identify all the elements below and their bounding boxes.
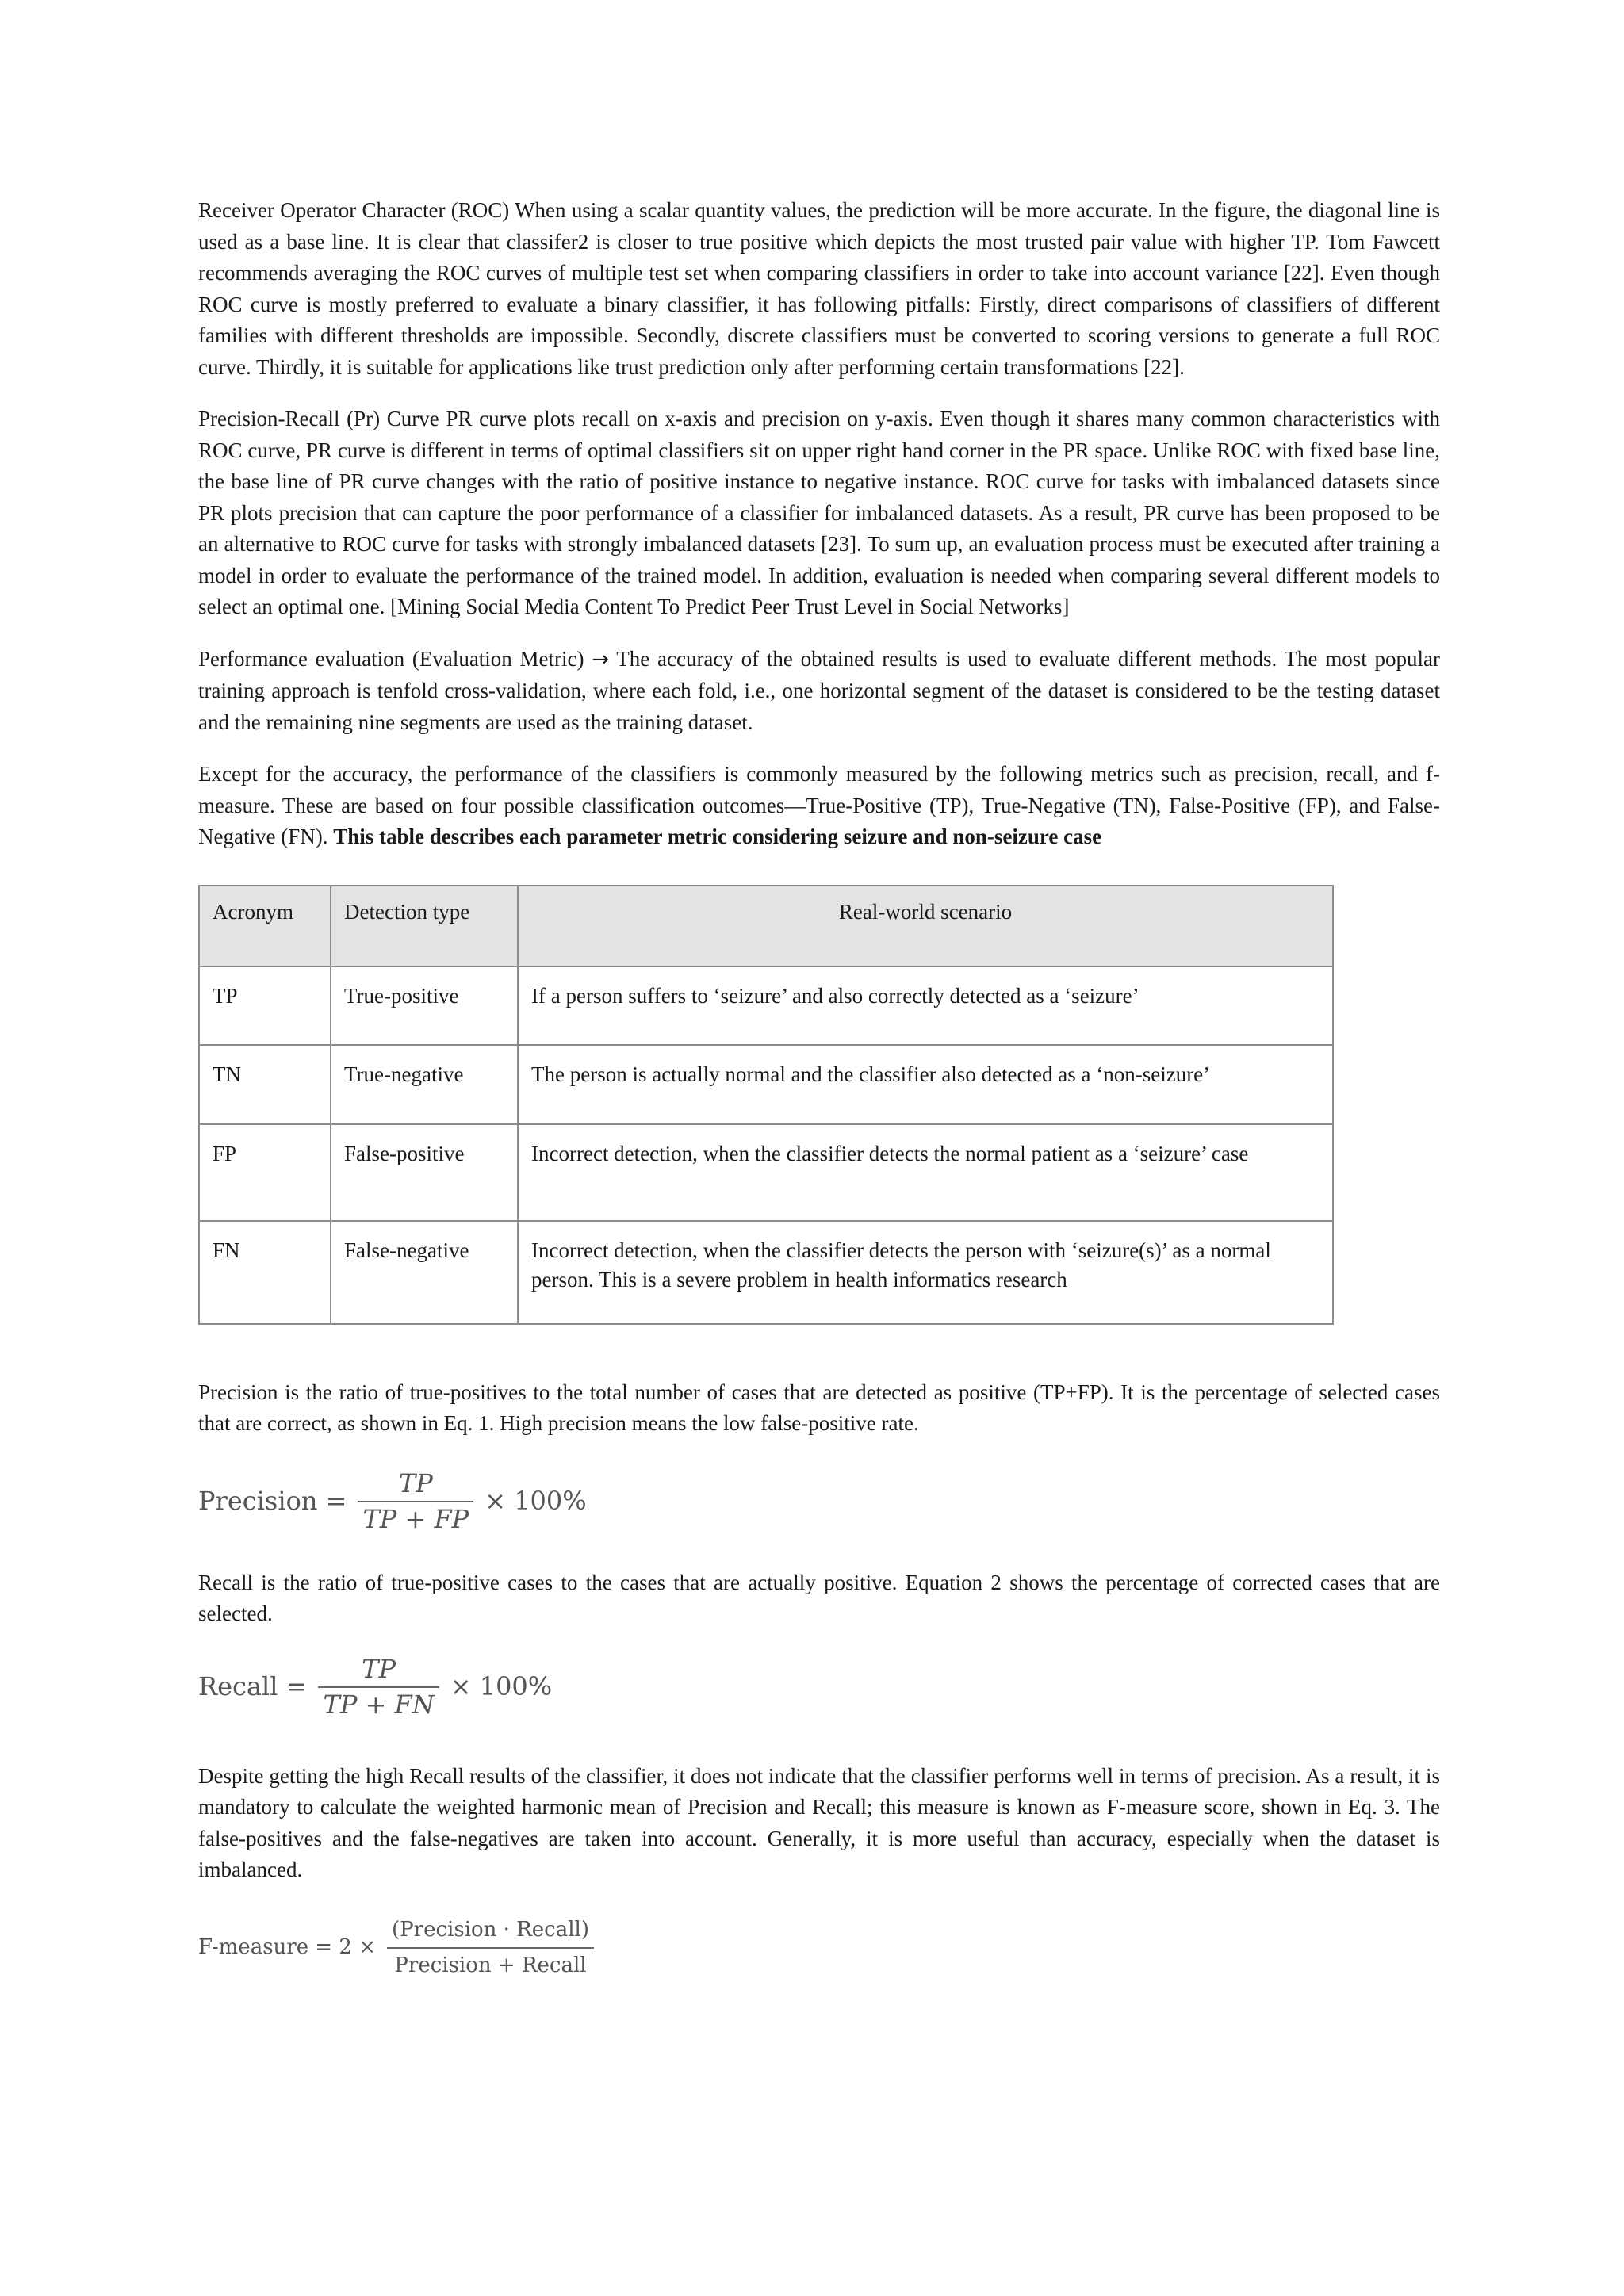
recall-numerator: TP xyxy=(362,1653,396,1684)
recall-formula xyxy=(198,1654,1440,1721)
f-measure-fraction xyxy=(387,1915,594,1982)
cell-scenario: The person is actually normal and the classifier also detected as a ‘non-seizure’ xyxy=(518,1045,1333,1124)
precision-denominator: TP + FP xyxy=(362,1504,469,1534)
cell-acronym: TP xyxy=(199,966,331,1045)
table-row xyxy=(199,966,1333,1045)
arrow-right-icon: → xyxy=(592,647,610,672)
metrics-table xyxy=(198,885,1334,1325)
pr-curve-paragraph: Precision-Recall (Pr) Curve PR curve plots recall on x-axis and precision on y-axis. Even though it shares many common characteristics with ROC curve, PR curve is different in terms of optimal classifiers sit on upper right hand corner in the PR space. Unlike ROC with fixed base line, the base line of PR curve changes with the ratio of positive instance to negative instance. ROC curve for tasks with imbalanced datasets since PR plots precision that can capture the poor performance of a classifier for imbalanced datasets. As a result, PR curve has been proposed to be an alternative to ROC curve for tasks with strongly imbalanced datasets [23]. To sum up, an evaluation process must be executed after training a model in order to evaluate the performance of the trained model. In addition, evaluation is needed when comparing several different models to select an optimal one. [Mining Social Media Content To Predict Peer Trust Level in Social Networks] xyxy=(198,407,1440,618)
document-page xyxy=(198,195,1440,1982)
header-real-world-scenario: Real-world scenario xyxy=(518,886,1333,966)
precision-formula-rhs: × 100% xyxy=(485,1486,587,1517)
cell-scenario: Incorrect detection, when the classifier detects the normal patient as a ‘seizure’ case xyxy=(518,1124,1333,1221)
roc-paragraph: Receiver Operator Character (ROC) When using a scalar quantity values, the prediction will be more accurate. In the figure, the diagonal line is used as a base line. It is clear that classifer2 is closer to true positive which depicts the most trusted pair value with higher TP. Tom Fawcett recommends averaging the ROC curves of multiple test set when comparing classifiers in order to take into account variance [22]. Even though ROC curve is mostly preferred to evaluate a binary classifier, it has following pitfalls: Firstly, direct comparisons of classifiers of different families with different thresholds are impossible. Secondly, discrete classifiers must be converted to scoring versions to generate a full ROC curve. Thirdly, it is suitable for applications like trust prediction only after performing certain transformations [22]. xyxy=(198,198,1440,379)
f-measure-numerator: (Precision · Recall) xyxy=(392,1917,589,1942)
cell-detection-type: False-positive xyxy=(331,1124,518,1221)
precision-fraction xyxy=(358,1468,473,1536)
fraction-bar xyxy=(318,1686,439,1688)
fraction-bar xyxy=(387,1947,594,1949)
table-row xyxy=(199,1221,1333,1324)
precision-numerator: TP xyxy=(398,1468,433,1498)
recall-formula-rhs: × 100% xyxy=(450,1671,553,1702)
performance-evaluation-lead: Performance evaluation (Evaluation Metric) xyxy=(198,646,584,671)
table-caption: This table describes each parameter metric considering seizure and non-seizure case xyxy=(333,825,1102,848)
cell-detection-type: False-negative xyxy=(331,1221,518,1324)
recall-formula-lhs: Recall = xyxy=(198,1671,308,1702)
metrics-intro-paragraph xyxy=(198,759,1440,853)
cell-scenario: Incorrect detection, when the classifier detects the person with ‘seizure(s)’ as a normal person. This is a severe problem in health informatics research xyxy=(518,1221,1333,1324)
f-measure-formula-lhs: F-measure = 2 × xyxy=(198,1935,377,1960)
header-detection-type: Detection type xyxy=(331,886,518,966)
performance-evaluation-paragraph xyxy=(198,644,1440,739)
f-measure-denominator: Precision + Recall xyxy=(394,1954,587,1977)
precision-formula-lhs: Precision = xyxy=(198,1486,347,1517)
fraction-bar xyxy=(358,1501,473,1502)
precision-formula xyxy=(198,1468,1440,1536)
table-row xyxy=(199,1045,1333,1124)
cell-acronym: FP xyxy=(199,1124,331,1221)
recall-fraction xyxy=(318,1654,439,1721)
table-row xyxy=(199,1124,1333,1221)
metrics-intro-text: Except for the accuracy, the performance of the classifiers is commonly measured by the following metrics such as precision, recall, and f-measure. These are based on four possible classification outcomes—True-Positive (TP), True-Negative (TN), False-Positive (FP), and False-Negative (FN). xyxy=(198,762,1440,848)
precision-paragraph: Precision is the ratio of true-positives to the total number of cases that are detected as positive (TP+FP). It is the percentage of selected cases that are correct, as shown in Eq. 1. High precision means the low false-positive rate. xyxy=(198,1380,1440,1435)
cell-acronym: FN xyxy=(199,1221,331,1324)
f-measure-paragraph: Despite getting the high Recall results of the classifier, it does not indicate that the classifier performs well in terms of precision. As a result, it is mandatory to calculate the weighted harmonic mean of Precision and Recall; this measure is known as F-measure score, shown in Eq. 3. The false-positives and the false-negatives are taken into account. Generally, it is more useful than accuracy, especially when the dataset is imbalanced. xyxy=(198,1763,1440,1881)
f-measure-formula xyxy=(198,1915,1440,1982)
cell-detection-type: True-negative xyxy=(331,1045,518,1124)
header-acronym: Acronym xyxy=(199,886,331,966)
cell-detection-type: True-positive xyxy=(331,966,518,1045)
recall-denominator: TP + FN xyxy=(323,1689,435,1720)
performance-evaluation-text: The accuracy of the obtained results is used to evaluate different methods. The most popular training approach is tenfold cross-validation, where each fold, i.e., one horizontal segment of the dataset is considered to be the testing dataset and the remaining nine segments are used as the training dataset. xyxy=(198,646,1440,734)
cell-scenario: If a person suffers to ‘seizure’ and also correctly detected as a ‘seizure’ xyxy=(518,966,1333,1045)
cell-acronym: TN xyxy=(199,1045,331,1124)
recall-paragraph: Recall is the ratio of true-positive cases to the cases that are actually positive. Equation 2 shows the percentage of corrected cases that are selected. xyxy=(198,1570,1440,1625)
table-header-row xyxy=(199,886,1333,966)
